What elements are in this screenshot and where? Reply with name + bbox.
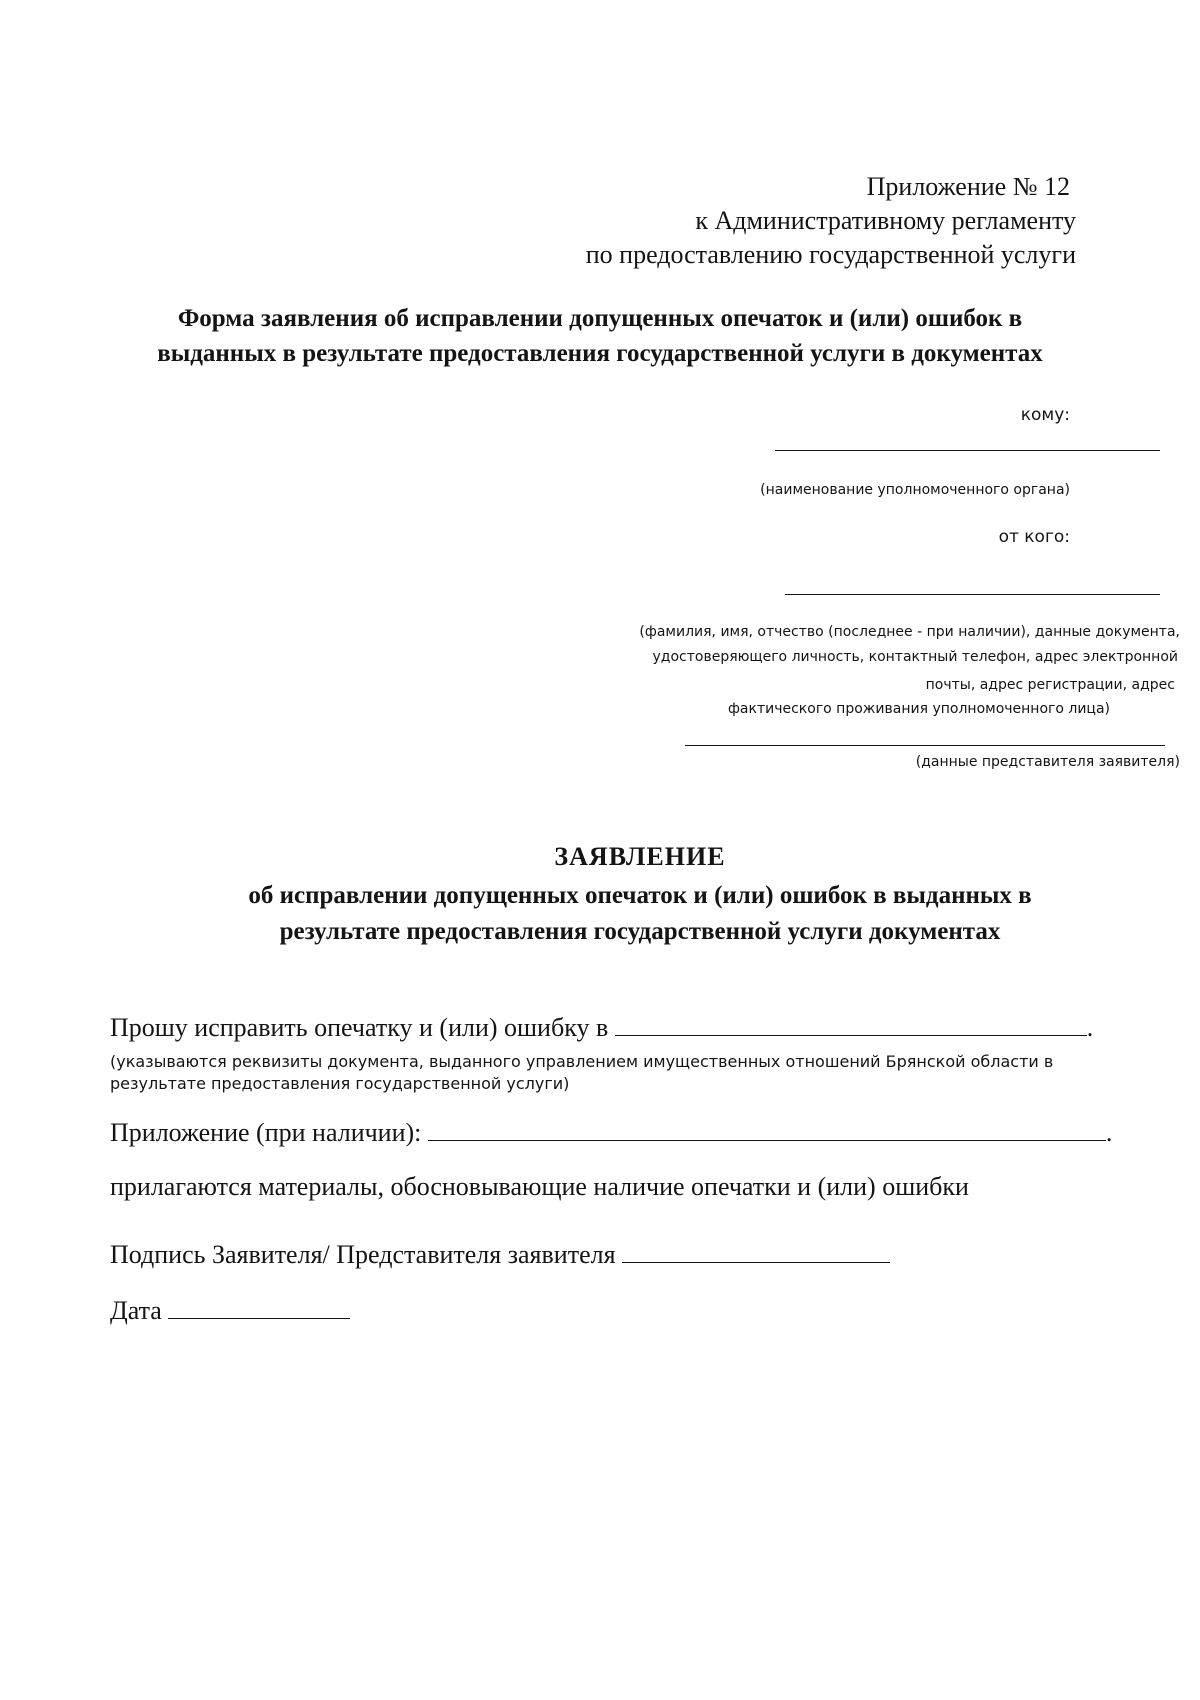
representative-caption: (данные представителя заявителя) (915, 754, 1180, 770)
request-row (110, 1013, 1093, 1043)
attachment-field[interactable] (428, 1139, 1106, 1141)
from-field-line[interactable] (785, 594, 1160, 595)
request-note-line-1: (указываются реквизиты документа, выданного управлением имущественных отношений Брянской области в (110, 1052, 1054, 1071)
attachment-row (110, 1118, 1112, 1148)
appendix-reference-line-2: по предоставлению государственной услуги (585, 240, 1076, 269)
to-field-line[interactable] (775, 450, 1160, 451)
statement-subtitle-line-2: результате предоставления государственной услуги документах (279, 918, 1001, 945)
request-period: . (1086, 1013, 1094, 1042)
from-caption-line-3: почты, адрес регистрации, адрес (925, 677, 1175, 693)
date-label: Дата (110, 1296, 162, 1325)
statement-subtitle-line-1: об исправлении допущенных опечаток и (или) ошибок в выданных в (248, 882, 1032, 909)
attachment-period: . (1105, 1118, 1113, 1147)
from-caption-line-2: удостоверяющего личность, контактный телефон, адрес электронной (652, 649, 1178, 665)
signature-label: Подпись Заявителя/ Представителя заявителя (110, 1240, 616, 1269)
representative-field-line[interactable] (685, 745, 1165, 746)
to-label: кому: (1020, 405, 1070, 425)
form-title-line-2: выданных в результате предоставления государственной услуги в документах (157, 340, 1043, 367)
appendix-number: Приложение № 12 (866, 172, 1070, 201)
date-row (110, 1296, 350, 1326)
signature-row (110, 1240, 890, 1270)
appendix-reference-line-1: к Административному регламенту (695, 206, 1076, 235)
request-text: Прошу исправить опечатку и (или) ошибку в (110, 1013, 609, 1042)
attachment-label: Приложение (при наличии): (110, 1118, 422, 1147)
request-document-field[interactable] (615, 1034, 1087, 1036)
signature-field[interactable] (622, 1261, 890, 1263)
materials-text: прилагаются материалы, обосновывающие наличие опечатки и (или) ошибки (110, 1172, 969, 1201)
from-caption-line-1: (фамилия, имя, отчество (последнее - при наличии), данные документа, (639, 624, 1180, 640)
from-caption-line-4: фактического проживания уполномоченного лица) (727, 701, 1110, 717)
from-label: от кого: (998, 527, 1070, 547)
date-field[interactable] (168, 1317, 350, 1319)
request-note-line-2: результате предоставления государственной услуги) (110, 1074, 570, 1093)
to-field-caption: (наименование уполномоченного органа) (760, 482, 1070, 498)
statement-title: ЗАЯВЛЕНИЕ (554, 842, 726, 871)
form-title-line-1: Форма заявления об исправлении допущенных опечаток и (или) ошибок в (177, 305, 1023, 332)
